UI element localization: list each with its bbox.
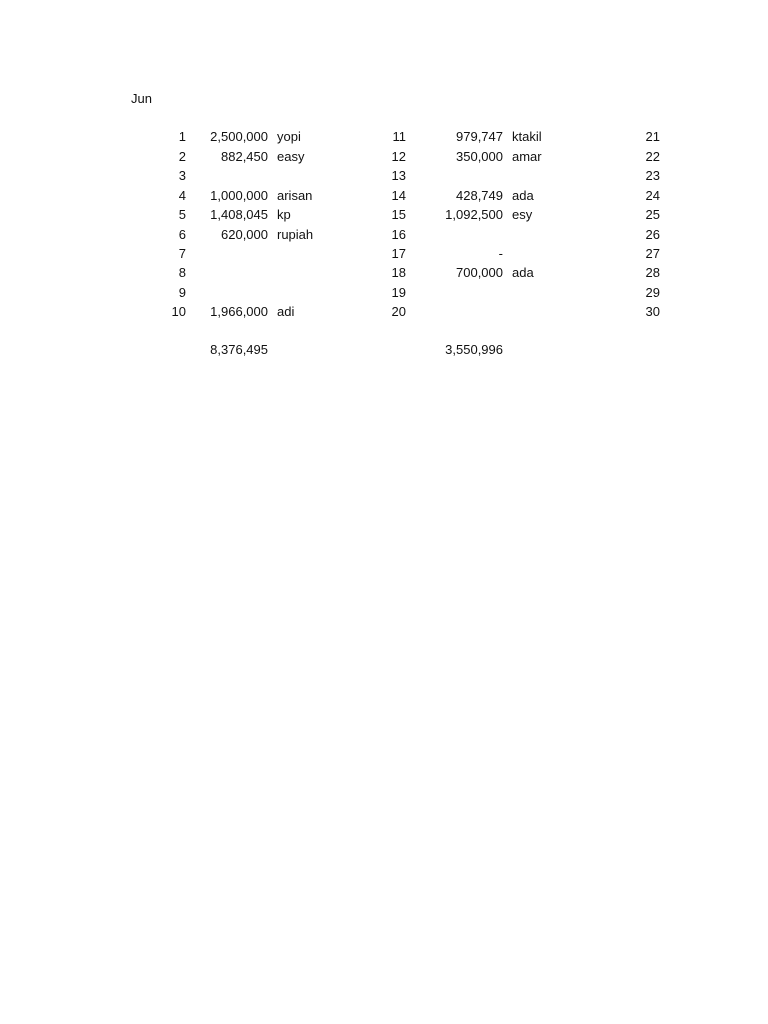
day-cell: 16 bbox=[391, 226, 406, 242]
day-cell: 25 bbox=[645, 207, 660, 222]
amount-cell: - bbox=[498, 246, 503, 261]
table-row bbox=[0, 188, 768, 204]
table-row bbox=[0, 129, 768, 145]
day-cell: 21 bbox=[645, 129, 660, 144]
name-cell: ada bbox=[512, 187, 534, 203]
total-amount-cell: 8,376,495 bbox=[210, 342, 268, 357]
amount-cell: 620,000 bbox=[221, 226, 268, 242]
name-cell: ada bbox=[512, 265, 534, 280]
day-cell: 8 bbox=[178, 265, 186, 280]
day-cell: 2 bbox=[178, 148, 186, 164]
day-cell: 1 bbox=[178, 129, 186, 144]
day-cell: 5 bbox=[178, 207, 186, 222]
day-cell: 12 bbox=[391, 148, 406, 164]
day-cell: 28 bbox=[645, 265, 660, 280]
table-row bbox=[0, 168, 768, 184]
day-cell: 11 bbox=[392, 129, 406, 144]
day-cell: 14 bbox=[391, 187, 406, 203]
name-cell: ktakil bbox=[512, 129, 542, 144]
amount-cell: 350,000 bbox=[456, 148, 503, 164]
day-cell: 17 bbox=[391, 246, 406, 261]
day-cell: 6 bbox=[178, 226, 186, 242]
name-cell: adi bbox=[277, 304, 295, 319]
name-cell: arisan bbox=[277, 187, 313, 203]
table-row bbox=[0, 227, 768, 243]
name-cell: amar bbox=[512, 148, 542, 164]
day-cell: 26 bbox=[645, 226, 660, 242]
day-cell: 29 bbox=[645, 284, 660, 300]
table-row bbox=[0, 285, 768, 301]
sheet-title: Jun bbox=[131, 91, 152, 106]
amount-cell: 428,749 bbox=[456, 187, 503, 203]
totals-row bbox=[0, 342, 768, 358]
day-cell: 18 bbox=[391, 265, 406, 280]
amount-cell: 1,000,000 bbox=[210, 187, 268, 203]
name-cell: esy bbox=[512, 207, 533, 222]
name-cell: yopi bbox=[277, 129, 301, 144]
day-cell: 10 bbox=[171, 304, 186, 319]
day-cell: 9 bbox=[178, 284, 186, 300]
day-cell: 20 bbox=[391, 304, 406, 319]
day-cell: 23 bbox=[645, 168, 660, 183]
day-cell: 4 bbox=[178, 187, 186, 203]
table-row bbox=[0, 246, 768, 262]
name-cell: rupiah bbox=[277, 226, 314, 242]
amount-cell: 700,000 bbox=[456, 265, 503, 280]
amount-cell: 979,747 bbox=[456, 129, 503, 144]
day-cell: 15 bbox=[391, 207, 406, 222]
table-row bbox=[0, 149, 768, 165]
day-cell: 24 bbox=[645, 187, 660, 203]
day-cell: 19 bbox=[391, 284, 406, 300]
day-cell: 30 bbox=[645, 304, 660, 319]
table-row bbox=[0, 265, 768, 281]
amount-cell: 1,408,045 bbox=[210, 207, 268, 222]
name-cell: easy bbox=[277, 148, 305, 164]
amount-cell: 882,450 bbox=[221, 148, 268, 164]
day-cell: 7 bbox=[178, 246, 186, 261]
amount-cell: 1,966,000 bbox=[210, 304, 268, 319]
amount-cell: 1,092,500 bbox=[445, 207, 503, 222]
day-cell: 13 bbox=[391, 168, 406, 183]
table-row bbox=[0, 207, 768, 223]
day-cell: 22 bbox=[645, 148, 660, 164]
total-amount-cell: 3,550,996 bbox=[445, 342, 503, 357]
table-row bbox=[0, 304, 768, 320]
day-cell: 27 bbox=[645, 246, 660, 261]
name-cell: kp bbox=[277, 207, 291, 222]
day-cell: 3 bbox=[178, 168, 186, 183]
amount-cell: 2,500,000 bbox=[210, 129, 268, 144]
